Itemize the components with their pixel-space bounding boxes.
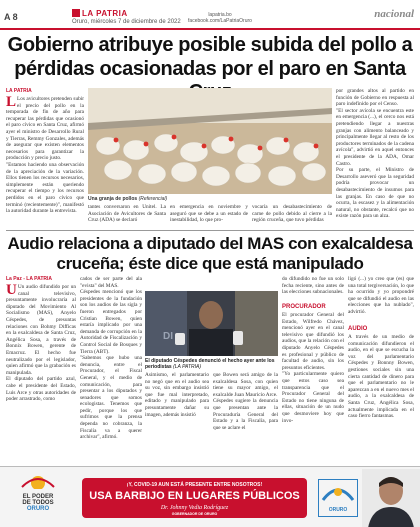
ad-top-text: ¡Y, COVID-19 AUN ESTÁ PRESENTE ENTRE NOSOTROS!: [126, 482, 263, 488]
caption2-text: El diputado Céspedes denunció el hecho ayer ante los periodistas: [145, 358, 275, 370]
gov-emblem-icon: [319, 480, 357, 502]
drop-cap: L: [6, 96, 17, 110]
page-number: A 8: [4, 12, 18, 22]
story2-column-5b: A través de un medio de comunicación difundieron el audio, en el que se escucha la voz del parlamentario Céspedes y Bonnny Bowen, gestiones sociales sin una cierta cantidad de dinero para que el parlamentario no le aparezcan a en el nuevo mes el audio, a la exalcaldesa de Santa Cruz, Angélica Sosa, actualmente implicada en el caso fierro fantasmas.: [348, 334, 414, 420]
ad-mid-logo-text: ORURO: [328, 507, 348, 513]
story2-column-2: cados de ser parte del ala "evista" del MAS. Céspedes mencionó que los presidentes de la fundación son los audios de las sigla y fueron entregados por Cristian Bowen, quien estaría implicado por una demanda de corrupción en la Autoridad de Fiscalización y Control Social de Bosques y Tierra (ABT). "Sabemos que hubo una denuncia, entre el Procurador, el Fiscal General, y el medio de comunicación, para presentar a los diputados y senadores que somos ecologistas. Tenemos que pedir, porque los que sufrimos que la prensa dependa no cobranza, la Fiscalía va a querer archivar", afirmó.: [80, 276, 142, 441]
governor-portrait: [362, 469, 420, 527]
story1-column-2b: en emergencia en noviembre y aseguró que se debe a un estado de inestabilidad, lo que pro-: [170, 204, 248, 224]
ad-logo-line2: DE TODOS: [22, 500, 54, 506]
brand-name: LA PATRIA: [82, 9, 128, 18]
story2-column-4b: do difundido no fue un solo fecha reciente, sino antes de las elecciones subnacionales.: [282, 276, 344, 296]
story2-column-4a: que Bowen será amigo de la exalcaldesa Sosa, con quien tiene su mayor amigo, el exalcalde Juan Mauricio Arce. Céspedes sugiere la denuncia que presentan ante la Procuraduría General del Estado y a la Fiscalía, para que se aclare el: [213, 372, 278, 431]
story2-column-3: Asimismo, el parlamentario no negó que en el audio sea su voz, sin embargo insistió que fue mal interpretado, editado y manipulado para presuntamente dañar su imagen, además insistió: [145, 372, 209, 418]
sun-logo-icon: [8, 471, 68, 489]
story2-col1-text: Un audio difundido por un canal televisivo, presuntamente involucraría al diputado del Movimiento Al Socialismo (MAS), Anyelo Céspedes, de presuntas relaciones con Bohmy Difficas en la exalcaldesa de Santa Cruz, Angélica Sosa, a través de Bonnix Bowen, gerente de Emacruz. El hecho fue neutralizado por el legislador, quien afirmó que la grabación es manipulada. El diputado del partido azul, cabe el presidente del Estado, Luis Arce y otras autoridades de poder arrastrado, como: [6, 284, 76, 403]
ad-logo: [8, 471, 68, 512]
story2-byline: La Paz - LA PATRIA: [6, 276, 53, 282]
story1-headline[interactable]: Gobierno atribuye posible subida del pollo a pérdidas ocasionadas por el paro en Santa: [7, 34, 413, 80]
caption-credit: (Referencial): [138, 196, 168, 202]
story2-column-1: [6, 284, 76, 464]
drop-cap-2: U: [6, 284, 17, 298]
subhead-audio: AUDIO: [348, 326, 368, 332]
deputy-press-photo: [145, 291, 278, 356]
ad-sign-sub: GOBERNADOR DE ORURO: [171, 512, 218, 516]
story1-column-1: [6, 96, 84, 246]
ad-banner: [82, 478, 307, 518]
ad-mid-logo: [318, 479, 358, 517]
ad-logo-line1: EL PODER: [22, 494, 54, 500]
svg-text:DI: DI: [163, 331, 173, 342]
caption2-credit: (LA PATRIA): [173, 364, 202, 370]
subhead-procurador: PROCURADOR: [282, 304, 326, 310]
deputy-press-image: [145, 291, 278, 356]
story2-column-5a: ligó (...) yo creo que (es) que una total tergiversación, lo que ha ocurrido y yo propondré que se difundió el audio en las elecciones que ha nublado", advirtió.: [348, 276, 414, 315]
story2-column-4c: El procurador General del Estado, Wilfredo Chávez, mencionó ayer en el canal televisivo que difundió los audios, que la relación con el diputado Anyelo Céspedes es profesional y público de facultad de audio, sin los presuntos eficientes. "Yo particularmente quiero que estos caso sea transparencia que el Procurador General del Estado no tiene ninguna de ellas, situación de un nudo que desmoviere hoy que invo-: [282, 312, 344, 424]
ad-logo-line3: ORURO: [26, 506, 50, 512]
masthead[interactable]: [72, 9, 128, 18]
story1-byline: LA PATRIA: [6, 88, 32, 94]
dateline: Oruro, miércoles 7 de diciembre de 2022: [72, 19, 181, 25]
story-divider: [6, 230, 414, 231]
chicken-farm-image: [88, 88, 332, 194]
story1-caption: [88, 196, 167, 202]
story1-column-2c: vocaría un desabastecimiento de carne de pollo debido al cierre a la región cruceña, que tuvo pérdidas: [252, 204, 332, 224]
header-social: lapatria.bo facebook.com/LaPatriaOruro: [188, 12, 252, 24]
story1-column-3: por grandes altos al partido en función de Gobierno en respuesta al paro indefinido por el Censo. "El sector avícola se encuentra este en emergencia (...), el cerco nos está pretendiendo llegar a nuestras granjas con alimento balanceado y principalmente llegar al resto de los productores terminados de la cadena avícola", advirtió en aquel entonces el presidente de la ADA, Omar Castro. Por su parte, el Ministro de Desarrollo aseveró que la seguridad podría provocar un desabastecimiento de insumos para las granjas. En caso de que no ocurra, la escasez y la alimentación natural, no obstante, recalcó que no existe razón para un alza.: [336, 88, 414, 220]
story1-col1-text: Los avicultores pretenden subir el precio del pollo en la temporada de fin de año para recuperar las pérdidas que ocasionó el paro cívico en Santa Cruz, afirmó ayer el ministro de Desarrollo Rural y Tierras, Remmy Gonzales, además de asegurar que existen elementos necesarios para garantizar la producción y precio justo. "Estamos haciendo una observación de la apreciación de la variación. Ellos tienen los recursos necesarios, simplemente están queriendo recuperar el tiempo y los recursos perdidos en el paro cívico que terminó (recientemente)", manifestó la autoridad durante la entrevista.: [6, 96, 84, 215]
ad-main-text: USA BARBIJO EN LUGARES PÚBLICOS: [89, 490, 300, 502]
caption-text: Una granja de pollos: [88, 196, 138, 202]
story1-column-2a: tantes conversaron en Unitel. La Asociación de Avicultores de Santa Cruz (ADA) se declaró: [88, 204, 166, 224]
page-header: [0, 0, 420, 30]
section-label: nacional: [374, 8, 414, 20]
chicken-farm-photo: [88, 88, 332, 194]
story2-headline[interactable]: Audio relaciona a diputado del MAS con exalcaldesa cruceña; éste dice que está manipulado: [7, 234, 413, 273]
brand-logo-icon: [72, 9, 80, 17]
story2-caption: [145, 358, 278, 370]
ad-signature: Dr. Johnny Vedia Rodríguez: [160, 505, 229, 511]
